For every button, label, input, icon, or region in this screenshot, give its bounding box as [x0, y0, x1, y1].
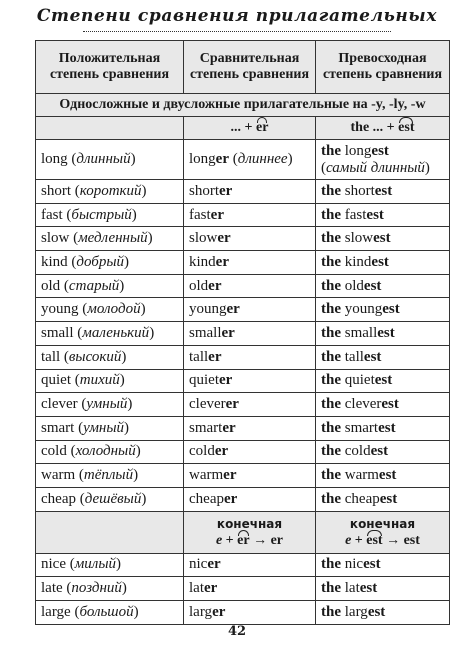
formula2-comparative — [184, 511, 316, 553]
superlative-suffix: est — [382, 301, 400, 318]
table-row — [36, 577, 450, 601]
superlative-suffix: est — [371, 142, 389, 159]
comparative-stem: larg — [189, 603, 213, 620]
positive-word: old — [41, 277, 61, 294]
positive-translation: короткий — [79, 182, 142, 199]
comparative-cell — [184, 393, 316, 417]
comparative-stem: clever — [189, 396, 226, 413]
formula-empty-cell — [36, 117, 184, 140]
comparative-suffix: er — [210, 206, 224, 223]
comparative-stem: old — [189, 277, 209, 294]
comparative-suffix: er — [217, 230, 231, 247]
superlative-suffix: est — [363, 556, 381, 573]
superlative-article: the — [321, 277, 341, 294]
comparative-stem: small — [189, 324, 222, 341]
superlative-stem: old — [344, 277, 364, 294]
superlative-cell — [316, 227, 450, 251]
positive-translation: дешёвый — [84, 490, 142, 507]
superlative-cell — [316, 369, 450, 393]
superlative-stem: fast — [344, 206, 367, 223]
table-row — [36, 601, 450, 625]
title-dotted-rule — [83, 31, 391, 32]
formula2-comparative-suffix: er — [237, 532, 250, 548]
positive-cell: cold (холодный) — [36, 440, 184, 464]
positive-translation: тихий — [79, 372, 120, 389]
formula2-superlative-e: e — [345, 532, 352, 548]
superlative-suffix: est — [374, 182, 393, 199]
superlative-stem: nic — [344, 556, 364, 573]
superlative-article: the — [321, 142, 341, 159]
superlative-article: the — [321, 580, 341, 597]
superlative-suffix: est — [373, 230, 391, 247]
superlative-suffix: est — [359, 580, 378, 597]
header-comparative: Сравнительная степень сравнения — [184, 41, 316, 94]
superlative-suffix: est — [381, 396, 399, 413]
comparative-cell — [184, 464, 316, 488]
formula-comparative-prefix: ... + — [230, 120, 257, 135]
superlative-stem: quiet — [344, 372, 375, 389]
superlative-stem: slow — [344, 230, 374, 247]
comparative-stem: short — [189, 182, 219, 199]
comparative-stem: cheap — [189, 490, 224, 507]
superlative-stem: tall — [344, 348, 364, 365]
formula-row-basic — [36, 117, 450, 140]
comparative-stem: nic — [189, 556, 208, 573]
superlative-article: the — [321, 348, 341, 365]
superlative-cell — [316, 577, 450, 601]
positive-word: short — [41, 182, 71, 199]
formula2-superlative-plus: + — [351, 532, 367, 548]
superlative-suffix: est — [377, 324, 395, 341]
table-row — [36, 227, 450, 251]
positive-cell: smart (умный) — [36, 416, 184, 440]
superlative-stem: smart — [344, 419, 379, 436]
superlative-stem: kind — [344, 253, 372, 270]
formula2-superlative-suffix: est — [366, 532, 383, 548]
comparative-suffix: er — [226, 301, 240, 318]
comparative-suffix: er — [204, 580, 218, 597]
superlative-suffix: est — [379, 490, 398, 507]
comparative-cell — [184, 274, 316, 298]
superlative-stem: short — [344, 182, 375, 199]
table-row — [36, 487, 450, 511]
positive-cell: kind (добрый) — [36, 251, 184, 275]
positive-word: young — [41, 301, 79, 318]
comparative-stem: long — [189, 151, 216, 167]
superlative-suffix: est — [371, 253, 389, 270]
comparative-cell: longer (длиннее) — [184, 140, 316, 180]
superlative-cell — [316, 203, 450, 227]
superlative-cell — [316, 251, 450, 275]
comparative-cell — [184, 203, 316, 227]
formula2-comparative-arrow: → — [249, 532, 271, 548]
superlative-suffix: est — [374, 372, 393, 389]
comparative-stem: cold — [189, 443, 215, 460]
comparative-cell — [184, 440, 316, 464]
formula2-superlative-result: est — [403, 532, 420, 548]
superlative-article: the — [321, 182, 341, 199]
positive-word: long — [41, 151, 68, 167]
superlative-cell — [316, 440, 450, 464]
positive-translation: большой — [79, 603, 134, 620]
superlative-stem: clever — [344, 396, 382, 413]
superlative-article: the — [321, 301, 341, 318]
comparative-stem: quiet — [189, 372, 219, 389]
table-row — [36, 251, 450, 275]
positive-translation: старый — [68, 277, 120, 294]
table-row — [36, 274, 450, 298]
positive-translation: холодный — [75, 443, 136, 460]
superlative-article: the — [321, 372, 341, 389]
superlative-suffix: est — [363, 348, 382, 365]
formula-superlative — [316, 117, 450, 140]
comparative-stem: fast — [189, 206, 211, 223]
comparative-stem: kind — [189, 253, 216, 270]
superlative-suffix: est — [378, 467, 397, 484]
positive-cell: old (старый) — [36, 274, 184, 298]
positive-cell: fast (быстрый) — [36, 203, 184, 227]
comparative-cell — [184, 577, 316, 601]
formula2-comparative-plus: + — [222, 532, 238, 548]
positive-translation: медленный — [78, 230, 148, 247]
table-row — [36, 180, 450, 204]
positive-word: cold — [41, 443, 67, 460]
positive-word: quiet — [41, 372, 71, 389]
header-row — [36, 41, 450, 94]
formula-comparative-suffix: er — [256, 120, 269, 135]
superlative-article: the — [321, 206, 341, 223]
superlative-cell — [316, 274, 450, 298]
positive-word: smart — [41, 419, 75, 436]
positive-word: nice — [41, 556, 66, 573]
comparative-suffix: er — [223, 490, 238, 507]
header-positive: Положительная степень сравнения — [36, 41, 184, 94]
positive-cell: long (длинный) — [36, 140, 184, 180]
positive-cell: late (поздний) — [36, 577, 184, 601]
positive-cell: slow (медленный) — [36, 227, 184, 251]
table-row — [36, 369, 450, 393]
positive-cell: warm (тёплый) — [36, 464, 184, 488]
formula-row-final-e — [36, 511, 450, 553]
comparative-suffix: er — [215, 151, 229, 167]
formula2-superlative — [316, 511, 450, 553]
formula-superlative-prefix: the ... + — [350, 120, 399, 135]
positive-translation: добрый — [76, 253, 125, 270]
formula2-superlative-note: конечная — [349, 516, 416, 531]
table-row — [36, 203, 450, 227]
formula2-comparative-e: e — [215, 532, 223, 548]
positive-translation: умный — [83, 419, 125, 436]
superlative-stem: warm — [344, 467, 379, 484]
superlative-suffix: est — [378, 419, 396, 436]
superlative-suffix: est — [363, 277, 382, 294]
comparative-cell — [184, 553, 316, 577]
comparative-cell — [184, 322, 316, 346]
comparative-cell — [184, 298, 316, 322]
superlative-suffix: est — [366, 206, 384, 223]
superlative-cell — [316, 487, 450, 511]
superlative-article: the — [321, 603, 341, 620]
comparative-cell — [184, 416, 316, 440]
positive-word: warm — [41, 467, 76, 484]
superlative-cell — [316, 416, 450, 440]
superlative-article: the — [321, 324, 341, 341]
superlative-suffix: est — [367, 603, 386, 620]
superlative-cell — [316, 393, 450, 417]
superlative-cell — [316, 601, 450, 625]
comparison-table — [35, 40, 450, 625]
section-title: Односложные и двусложные прилагательные на -y, -ly, -w — [36, 94, 450, 117]
comparative-cell — [184, 251, 316, 275]
positive-word: tall — [41, 348, 61, 365]
table-row — [36, 345, 450, 369]
positive-translation: высокий — [68, 348, 122, 365]
positive-cell: short (короткий) — [36, 180, 184, 204]
positive-cell: nice (милый) — [36, 553, 184, 577]
comparative-cell — [184, 180, 316, 204]
superlative-stem: long — [344, 142, 372, 159]
page-number: 42 — [227, 624, 247, 639]
positive-cell: small (маленький) — [36, 322, 184, 346]
superlative-stem: small — [344, 324, 378, 341]
formula-comparative — [184, 117, 316, 140]
table-row — [36, 553, 450, 577]
positive-cell: cheap (дешёвый) — [36, 487, 184, 511]
formula2-superlative-arrow: → — [382, 532, 404, 548]
comparative-suffix: er — [225, 396, 239, 413]
formula2-comparative-note: конечная — [216, 516, 283, 531]
positive-word: clever — [41, 396, 78, 413]
positive-cell: large (большой) — [36, 601, 184, 625]
superlative-article: the — [321, 490, 341, 507]
superlative-cell — [316, 464, 450, 488]
table-row — [36, 393, 450, 417]
superlative-article: the — [321, 467, 341, 484]
superlative-suffix: est — [370, 443, 389, 460]
positive-translation: маленький — [82, 324, 150, 341]
positive-translation: тёплый — [83, 467, 134, 484]
table-body — [36, 94, 450, 625]
formula-superlative-suffix: est — [398, 120, 415, 135]
superlative-stem: cold — [344, 443, 371, 460]
comparative-suffix: er — [223, 467, 237, 484]
comparative-stem: tall — [189, 348, 209, 365]
superlative-article: the — [321, 443, 341, 460]
page-title: Степени сравнения прилагательных — [36, 6, 438, 26]
positive-translation: милый — [74, 556, 117, 573]
section-row — [36, 94, 450, 117]
comparative-stem: young — [189, 301, 227, 318]
superlative-cell — [316, 553, 450, 577]
positive-cell: quiet (тихий) — [36, 369, 184, 393]
superlative-article: the — [321, 419, 341, 436]
comparative-cell — [184, 345, 316, 369]
comparative-stem: smart — [189, 419, 223, 436]
header-superlative: Превосходная степень сравнения — [316, 41, 450, 94]
positive-translation: длинный — [76, 151, 131, 167]
comparative-suffix: er — [215, 253, 229, 270]
positive-cell: young (молодой) — [36, 298, 184, 322]
positive-word: slow — [41, 230, 70, 247]
superlative-stem: cheap — [344, 490, 380, 507]
superlative-cell — [316, 298, 450, 322]
positive-translation: быстрый — [71, 206, 132, 223]
superlative-cell — [316, 180, 450, 204]
comparative-suffix: er — [208, 277, 222, 294]
comparative-cell — [184, 227, 316, 251]
superlative-cell — [316, 322, 450, 346]
comparative-cell — [184, 369, 316, 393]
positive-word: kind — [41, 253, 68, 270]
positive-translation: поздний — [71, 580, 122, 597]
comparative-suffix: er — [221, 324, 235, 341]
superlative-article: the — [321, 253, 341, 270]
table-row — [36, 416, 450, 440]
formula2-empty-cell — [36, 511, 184, 553]
table-row — [36, 298, 450, 322]
comparative-stem: warm — [189, 467, 224, 484]
superlative-article: the — [321, 396, 341, 413]
table-row — [36, 140, 450, 180]
superlative-stem: larg — [344, 603, 368, 620]
superlative-article: the — [321, 230, 341, 247]
comparative-cell — [184, 487, 316, 511]
positive-word: fast — [41, 206, 63, 223]
comparative-suffix: er — [219, 372, 233, 389]
superlative-translation: самый длинный — [326, 159, 425, 176]
positive-word: small — [41, 324, 74, 341]
comparative-suffix: er — [208, 348, 222, 365]
positive-cell: clever (умный) — [36, 393, 184, 417]
positive-translation: молодой — [87, 301, 141, 318]
superlative-article: the — [321, 556, 341, 573]
comparative-cell — [184, 601, 316, 625]
superlative-stem: lat — [344, 580, 360, 597]
positive-translation: умный — [86, 396, 128, 413]
comparative-stem: slow — [189, 230, 218, 247]
formula2-comparative-result: er — [270, 532, 284, 548]
superlative-cell — [316, 345, 450, 369]
table-row — [36, 440, 450, 464]
comparative-translation: длиннее — [237, 151, 288, 167]
superlative-cell: the longest (самый длинный) — [316, 140, 450, 180]
superlative-stem: young — [344, 301, 383, 318]
comparative-suffix: er — [212, 603, 226, 620]
comparative-suffix: er — [214, 443, 229, 460]
table-row — [36, 322, 450, 346]
positive-word: late — [41, 580, 63, 597]
positive-cell: tall (высокий) — [36, 345, 184, 369]
positive-word: cheap — [41, 490, 76, 507]
positive-word: large — [41, 603, 71, 620]
comparative-suffix: er — [222, 419, 236, 436]
comparative-suffix: er — [219, 182, 233, 199]
comparative-stem: lat — [189, 580, 204, 597]
table-row — [36, 464, 450, 488]
comparative-suffix: er — [207, 556, 221, 573]
